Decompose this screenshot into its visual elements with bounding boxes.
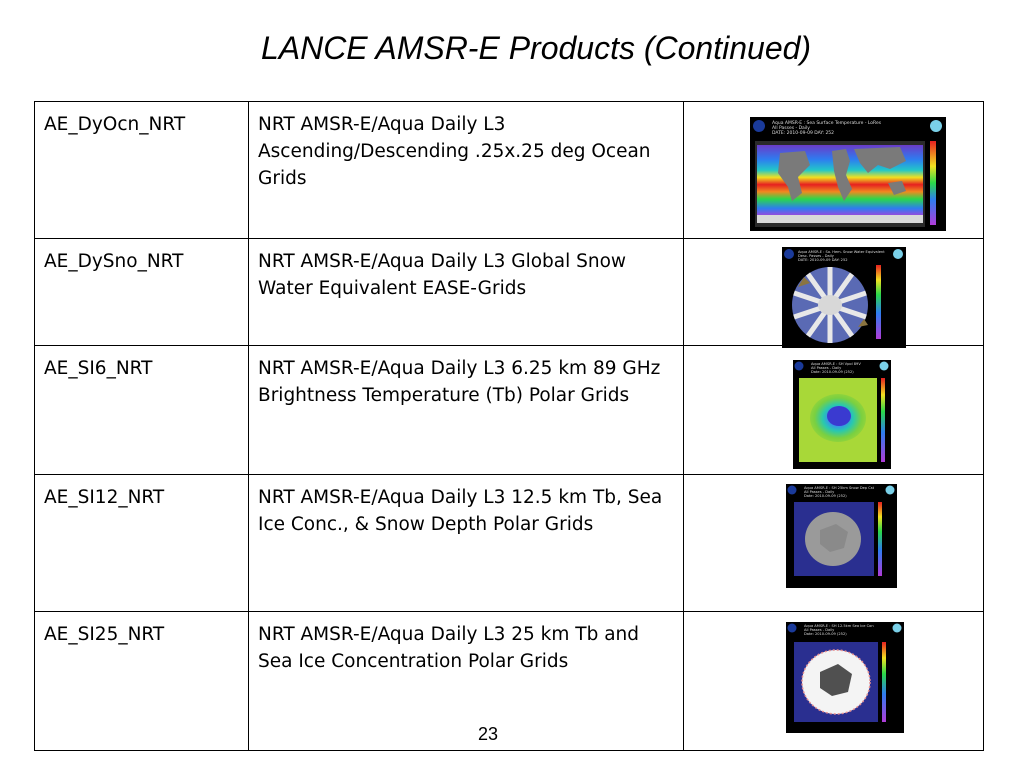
- thumbnail-caption: Aqua AMSR-E : SH Vpol 89V: [811, 362, 861, 366]
- slide-title: LANCE AMSR-E Products (Continued): [260, 30, 812, 66]
- south-polar-sea-ice-concentration-map-icon: [786, 622, 904, 733]
- thumbnail-caption: Aqua AMSR-E : SH 12.5km Sea Ice Con: [804, 624, 874, 628]
- product-name: AE_SI6_NRT: [35, 346, 249, 475]
- product-description: NRT AMSR-E/Aqua Daily L3 6.25 km 89 GHz Brightness Temperature (Tb) Polar Grids: [249, 346, 684, 475]
- product-description: NRT AMSR-E/Aqua Daily L3 Ascending/Descending .25x.25 deg Ocean Grids: [249, 102, 684, 239]
- table-row: [35, 612, 984, 751]
- thumbnail-cell: [684, 346, 984, 475]
- south-polar-snow-water-equivalent-map-icon: [782, 247, 906, 348]
- product-description: NRT AMSR-E/Aqua Daily L3 Global Snow Water Equivalent EASE-Grids: [249, 239, 684, 346]
- table-row: [35, 102, 984, 239]
- product-name: AE_SI25_NRT: [35, 612, 249, 751]
- thumbnail-caption: Aqua AMSR-E : SH 25km Snow Dep Cst: [804, 486, 875, 490]
- svg-text:Date: 2010-09-09 (252): Date: 2010-09-09 (252): [811, 370, 854, 374]
- thumbnail-cell: [684, 102, 984, 239]
- table-row: [35, 475, 984, 612]
- product-name: AE_DyOcn_NRT: [35, 102, 249, 239]
- table-row: [35, 346, 984, 475]
- svg-text:All Passes - Daily: All Passes - Daily: [772, 126, 810, 131]
- world-sea-surface-temperature-map-icon: [750, 117, 946, 231]
- thumbnail-caption: Aqua AMSR-E : So. Hem. Snow Water Equivalent: [798, 250, 885, 254]
- page-number: 23: [478, 724, 499, 744]
- svg-text:All Passes - Daily: All Passes - Daily: [804, 628, 835, 632]
- svg-text:Date: 2010-09-09 (252): Date: 2010-09-09 (252): [804, 632, 847, 636]
- svg-text:DATE: 2010-09-09 DAY: 252: DATE: 2010-09-09 DAY: 252: [772, 131, 835, 136]
- svg-text:Desc. Passes - Daily: Desc. Passes - Daily: [798, 254, 834, 258]
- svg-text:All Passes - Daily: All Passes - Daily: [804, 490, 835, 494]
- product-name: AE_DySno_NRT: [35, 239, 249, 346]
- thumbnail-cell: [684, 612, 984, 751]
- products-table: [34, 101, 984, 751]
- product-name: AE_SI12_NRT: [35, 475, 249, 612]
- table-row: [35, 239, 984, 346]
- thumbnail-cell: [684, 475, 984, 612]
- thumbnail-caption: Aqua AMSR-E : Sea Surface Temperature - LoRes: [772, 121, 882, 126]
- product-description: NRT AMSR-E/Aqua Daily L3 25 km Tb and Sea Ice Concentration Polar Grids: [249, 612, 684, 751]
- product-description: NRT AMSR-E/Aqua Daily L3 12.5 km Tb, Sea Ice Conc., & Snow Depth Polar Grids: [249, 475, 684, 612]
- thumbnail-cell: [684, 239, 984, 346]
- south-polar-89ghz-brightness-temperature-map-icon: [793, 360, 891, 469]
- svg-text:Date: 2010-09-09 (252): Date: 2010-09-09 (252): [804, 494, 847, 498]
- south-polar-snow-depth-map-icon: [786, 484, 897, 588]
- svg-text:DATE: 2010-09-09 DAY: 252: DATE: 2010-09-09 DAY: 252: [798, 258, 848, 262]
- svg-text:All Passes - Daily: All Passes - Daily: [811, 366, 842, 370]
